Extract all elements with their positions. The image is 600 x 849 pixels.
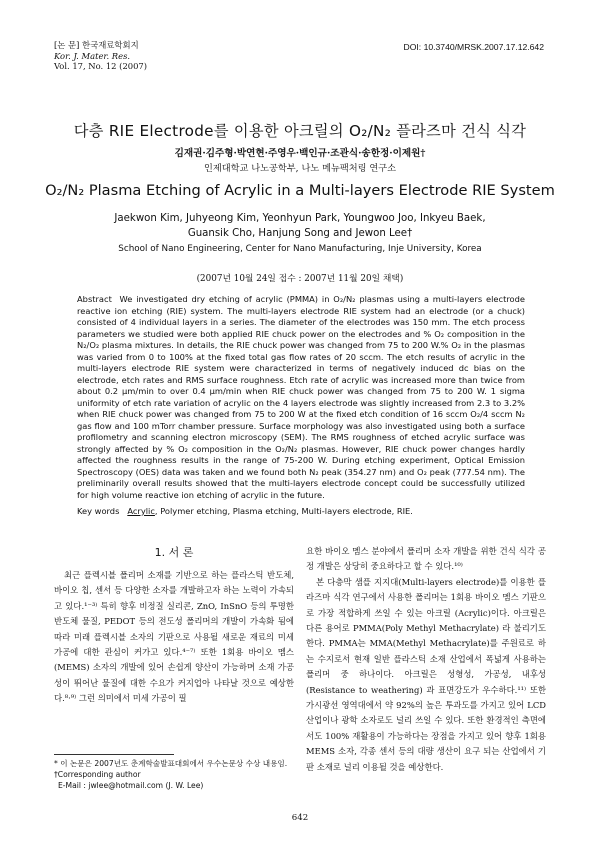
abstract (77, 294, 525, 501)
affiliation-korean: 인제대학교 나노공학부, 나노 메뉴팩처링 연구소 (203, 163, 397, 174)
doi: DOI: 10.3740/MRSK.2007.17.12.642 (403, 42, 544, 52)
right-column (306, 544, 546, 775)
abstract-text: We investigated dry etching of acrylic (PMMA) in O₂/N₂ plasmas using a multi-layers electrode reactive ion etching (RIE) system. The multi-layers electrode RIE system had an electrode (or a chuck) consisted of 4 individual layers in a series. The diameter of the electrodes was 150 mm. The etch process parameters we studied were both applied RIE chuck power on the electrodes and % O₂ composition in the N₂/O₂ plasma mixtures. In details, the RIE chuck power was changed from 75 to 200 W.% O₂ in the plasmas was varied from 0 to 100% at the fixed total gas flow rates of 20 sccm. The etch results of acrylic in the multi-layers electrode RIE system were characterized in terms of negatively induced dc bias on the electrode, etch rates and RMS surface roughness. Etch rate of acrylic was increased more than twice from about 0.2 μm/min to over 0.4 μm/min when RIE chuck power was changed from 75 to 200 W. 1 sigma uniformity of etch rate variation of acrylic on the 4 layers electrode was slightly increased from 2.3 to 3.2% when RIE chuck power was changed from 75 to 200 W at the fixed etch condition of 16 sccm O₂/4 sccm N₂ gas flow and 100 mTorr chamber pressure. Surface morphology was also investigated using both a surface profilometry and scanning electron microscopy (SEM). The RMS roughness of etched acrylic surface was strongly affected by % O₂ composition in the O₂/N₂ plasmas. However, RIE chuck power changes hardly affected the roughness results in the range of 75-200 W. During etching experiment, Optical Emission Spectroscopy (OES) data was taken and we found both N₂ peak (354.27 nm) and O₂ peak (777.54 nm). The preliminarily overall results showed that the multi-layers electrode concept could be successfully utilized for high volume reactive ion etching of acrylic in the future. (77, 294, 525, 500)
footnotes (54, 758, 294, 791)
page-number: 642 (291, 813, 309, 823)
authors-english-line2: Guansik Cho, Hanjung Song and Jewon Lee† (187, 228, 413, 239)
authors-korean: 김재권·김주형·박연현·주영우·백인규·조관식·송한정·이제원† (174, 148, 426, 159)
intro-paragraph-right-2: 본 다층막 샘플 지지대(Multi-layers electrode)를 이용한 플라즈마 식각 연구에서 사용한 폴리머는 1회용 바이오 멤스 기판으로 가장 적합하게 쓰일 수 있는 아크릴 (Acrylic)이다. 아크릴은 다른 용어로 PMMA(Poly Methyl Methacrylate) 라 불리기도 한다. PMMA는 MMA(Methyl Methacrylate)를 주원료로 하는 수지로서 현재 일반 플라스틱 소재 산업에서 폭넓게 사용하는 폴리머 중 하나이다. 아크릴은 성형성, 가공성, 내후성 (Resistance to weathering) 과 표면강도가 우수하다.¹¹⁾ 또한 가시광선 영역대에서 약 92%의 높은 투과도를 가지고 있어 LCD 산업이나 광학 소자로도 널리 쓰일 수 있다. 또한 환경적인 측면에서도 100% 재활용이 가능하다는 장점을 가지고 있어 향후 1회용 MEMS 소자, 각종 센서 등의 대량 생산이 요구 되는 산업에서 기판 소재로 널리 이용될 것을 예상한다. (306, 576, 546, 772)
authors-english-line1: Jaekwon Kim, Juhyeong Kim, Yeonhyun Park, Youngwoo Joo, Inkyeu Baek, (114, 213, 486, 224)
title-korean: 다층 RIE Electrode를 이용한 아크릴의 O₂/N₂ 플라즈마 건식 식각 (73, 122, 527, 140)
keyword-acrylic: Acrylic (127, 506, 155, 516)
footnote-award: * 이 논문은 2007년도 춘계학술발표대회에서 우수논문상 수상 내용임. (54, 759, 288, 768)
intro-paragraph-left: 최근 플렉시블 폴리머 소재를 기반으로 하는 플라스틱 반도체, 바이오 칩, 센서 등 다양한 소자를 개발하고자 하는 노력이 가속되고 있다.¹⁻³⁾ 특히 향후 비정질 실리콘, ZnO, InSnO 등의 투명한 반도체 물질, PEDOT 등의 전도성 폴리머의 개발이 가속화 됨에 따라 미래 플렉시블 소자의 기판으로 사용될 새로운 재료의 미세 가공에 대한 관심이 커가고 있다.⁴⁻⁷⁾ 또한 1회용 바이오 멤스(MEMS) 소자의 개발에 있어 손쉽게 양산이 가능하며 소재 가공성이 뛰어난 물질에 대한 수요가 커지업아 나타날 것으로 예상한다.⁸·⁹⁾ 그런 의미에서 미세 가공이 필 (54, 570, 294, 704)
section-title-introduction: 1. 서 론 (154, 546, 194, 559)
journal-volume: Vol. 17, No. 12 (2007) (54, 61, 148, 72)
authors-english (0, 211, 600, 241)
received-date: (2007년 10월 24일 접수 : 2007년 11월 20일 채택) (196, 274, 404, 284)
title-english: O₂/N₂ Plasma Etching of Acrylic in a Multi-layers Electrode RIE System (45, 182, 555, 199)
journal-category: [논 문] 한국재료학회지 (54, 40, 139, 50)
intro-paragraph-right-1: 요한 바이오 멤스 분야에서 폴리머 소자 개발을 위한 건식 식각 공정 개발은 상당히 중요하다고 할 수 있다.¹⁰⁾ (306, 546, 546, 572)
footnote-divider (54, 754, 174, 755)
keywords-label: Key words (77, 506, 120, 516)
footnote-email: E-Mail : jwlee@hotmail.com (J. W. Lee) (58, 781, 204, 790)
journal-header (54, 40, 147, 72)
journal-name: Kor. J. Mater. Res. (54, 50, 131, 61)
keywords-rest: , Polymer etching, Plasma etching, Multi-layers electrode, RIE. (154, 506, 413, 516)
left-column (54, 544, 294, 707)
footnote-corresponding: †Corresponding author (54, 770, 141, 779)
keywords (77, 506, 537, 516)
affiliation-english: School of Nano Engineering, Center for Nano Manufacturing, Inje University, Korea (118, 244, 482, 254)
abstract-label: Abstract (77, 294, 112, 304)
